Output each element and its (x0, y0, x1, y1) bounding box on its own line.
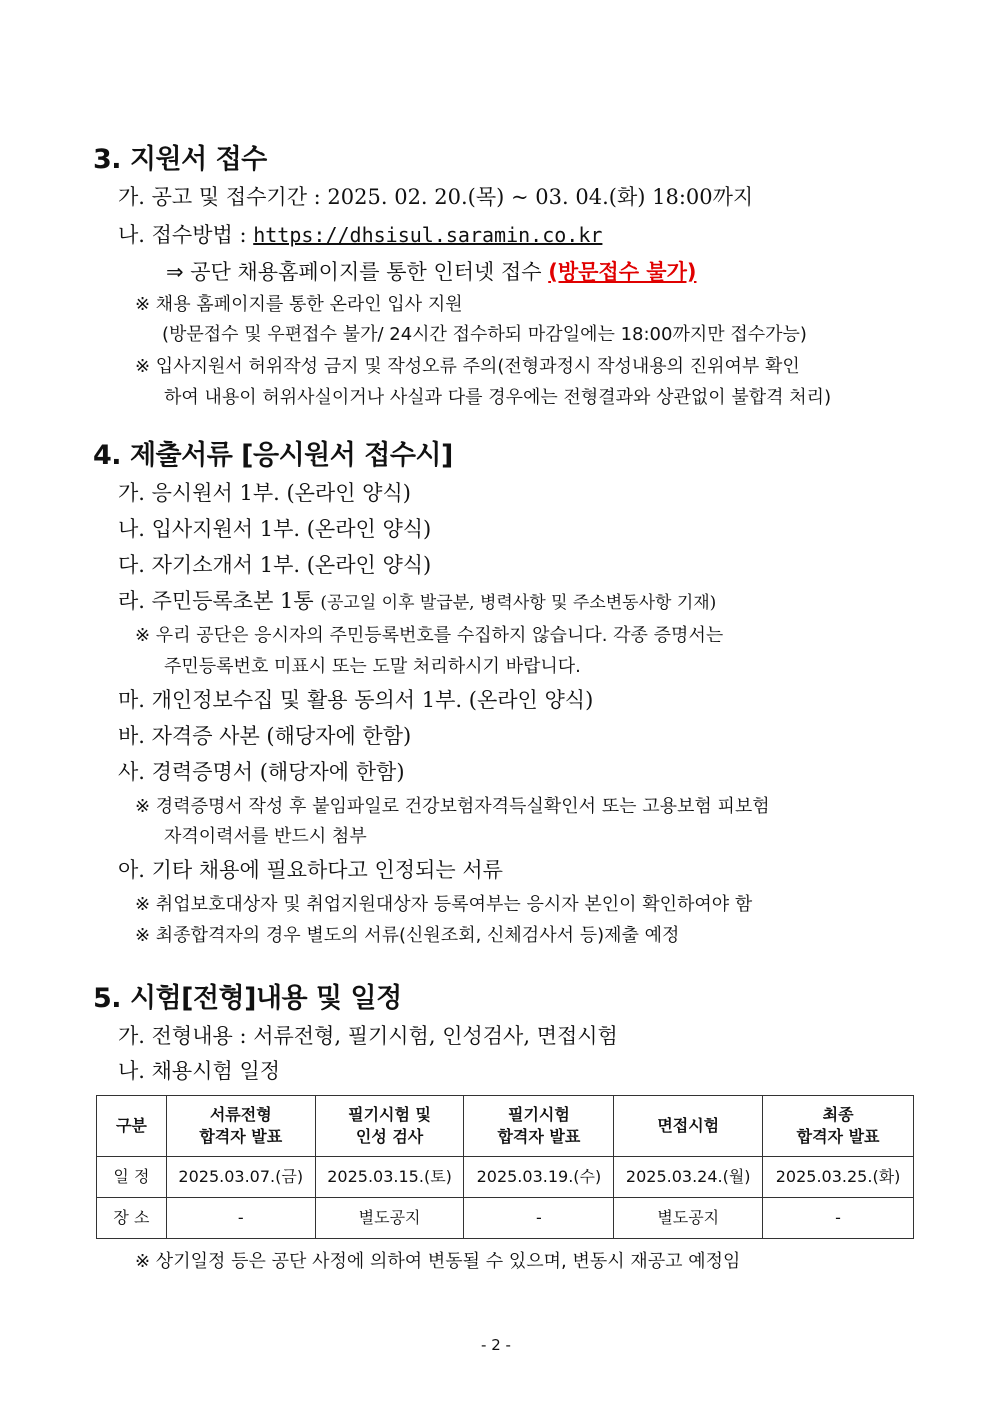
table-cell: 별도공지 (614, 1198, 763, 1239)
table-cell: 2025.03.07.(금) (166, 1157, 315, 1198)
table-cell: 2025.03.25.(화) (763, 1157, 914, 1198)
table-header-cell (315, 1096, 464, 1157)
schedule-table (96, 1095, 914, 1239)
section-3-title: 3. 지원서 접수 (93, 144, 267, 175)
saramin-link[interactable]: https://dhsisul.saramin.co.kr (253, 223, 603, 247)
table-header-cell (166, 1096, 315, 1157)
header-line: 필기시험 및 인성 검사 (348, 1105, 431, 1146)
header-line: 최종 합격자 발표 (796, 1105, 880, 1146)
table-cell: - (166, 1198, 315, 1239)
s4-item: 가. 응시원서 1부. (온라인 양식) (118, 481, 411, 505)
s3-no-visit-warning: (방문접수 불가) (548, 260, 697, 284)
s4-item-ma: 마. 개인정보수집 및 활용 동의서 1부. (온라인 양식) (118, 688, 594, 712)
s4-ra-detail: (공고일 이후 발급분, 병력사항 및 주소변동사항 기재) (320, 593, 717, 613)
section-5-title: 5. 시험[전형]내용 및 일정 (93, 983, 402, 1014)
s4-sa-note-line1: ※ 경력증명서 작성 후 붙임파일로 건강보험자격득실확인서 또는 고용보험 피보험 (135, 796, 770, 817)
table-cell: 2025.03.24.(월) (614, 1157, 763, 1198)
s3-method (118, 219, 602, 249)
s4-item-ba: 바. 자격증 사본 (해당자에 한함) (118, 724, 412, 748)
table-cell: 2025.03.19.(수) (464, 1157, 614, 1198)
s4-item-a: 아. 기타 채용에 필요하다고 인정되는 서류 (118, 858, 503, 882)
s4-ra-note-line2: 주민등록번호 미표시 또는 도말 처리하시기 바랍니다. (164, 656, 581, 677)
page-number: - 2 - (481, 1336, 511, 1354)
s3-period: 가. 공고 및 접수기간 : 2025. 02. 20.(목) ~ 03. 04.(화) 18:00까지 (118, 185, 754, 209)
s3-note1-line1: ※ 채용 홈페이지를 통한 온라인 입사 지원 (135, 294, 463, 315)
table-cell: - (763, 1198, 914, 1239)
s3-note2-line1: ※ 입사지원서 허위작성 금지 및 작성오류 주의(전형과정시 작성내용의 진위여부 확인 (135, 356, 800, 377)
table-header-cell (464, 1096, 614, 1157)
s4-item-sa: 사. 경력증명서 (해당자에 한함) (118, 760, 405, 784)
s4-item: 다. 자기소개서 1부. (온라인 양식) (118, 553, 432, 577)
s3-note1-line2: (방문접수 및 우편접수 불가/ 24시간 접수하되 마감일에는 18:00까지만 접수가능) (162, 324, 807, 345)
table-header-cell (763, 1096, 914, 1157)
s3-method-label: 나. 접수방법 : (118, 223, 254, 247)
header-line: 서류전형 합격자 발표 (199, 1105, 283, 1146)
table-header-cell: 구분 (97, 1096, 167, 1157)
s4-a-note1: ※ 취업보호대상자 및 취업지원대상자 등록여부는 응시자 본인이 확인하여야 함 (135, 894, 753, 915)
table-header-cell: 면접시험 (614, 1096, 763, 1157)
s4-item-ra (118, 585, 716, 615)
s5-content: 가. 전형내용 : 서류전형, 필기시험, 인성검사, 면접시험 (118, 1024, 618, 1048)
s4-a-note2: ※ 최종합격자의 경우 별도의 서류(신원조회, 신체검사서 등)제출 예정 (135, 925, 680, 946)
s4-ra-main: 라. 주민등록초본 1통 (118, 589, 321, 613)
table-cell: 별도공지 (315, 1198, 464, 1239)
section-4-title: 4. 제출서류 [응시원서 접수시] (93, 440, 453, 471)
s3-arrow-text: ⇒ 공단 채용홈페이지를 통한 인터넷 접수 (166, 260, 549, 284)
s3-note2-line2: 하여 내용이 허위사실이거나 사실과 다를 경우에는 전형결과와 상관없이 불합격 처리) (164, 387, 832, 408)
table-row (97, 1157, 914, 1198)
table-cell: 장 소 (97, 1198, 167, 1239)
s4-ra-note-line1: ※ 우리 공단은 응시자의 주민등록번호를 수집하지 않습니다. 각종 증명서는 (135, 625, 724, 646)
s5-schedule-label: 나. 채용시험 일정 (118, 1059, 281, 1083)
table-cell: - (464, 1198, 614, 1239)
table-cell: 2025.03.15.(토) (315, 1157, 464, 1198)
s3-arrow-line (166, 256, 696, 286)
s4-item: 나. 입사지원서 1부. (온라인 양식) (118, 517, 432, 541)
s4-sa-note-line2: 자격이력서를 반드시 첨부 (164, 826, 367, 847)
table-header-row (97, 1096, 914, 1157)
header-line: 필기시험 합격자 발표 (497, 1105, 581, 1146)
table-cell: 일 정 (97, 1157, 167, 1198)
s5-note: ※ 상기일정 등은 공단 사정에 의하여 변동될 수 있으며, 변동시 재공고 예정임 (135, 1251, 741, 1272)
table-row (97, 1198, 914, 1239)
